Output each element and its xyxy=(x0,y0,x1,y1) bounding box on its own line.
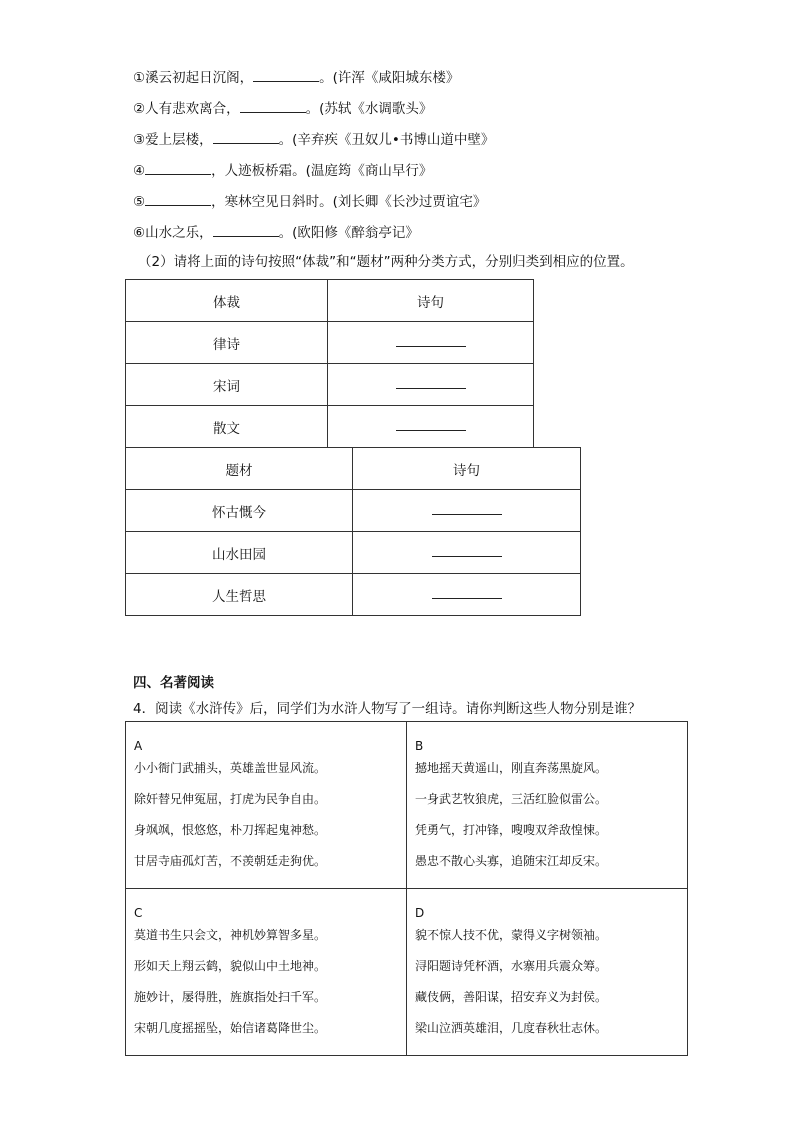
poem-line: 一身武艺牧狼虎，三活红脸似雷公。 xyxy=(415,792,608,806)
fill-line-source: 。(许浑《咸阳城东楼》 xyxy=(319,70,460,86)
fill-line-text: ⑤ xyxy=(133,194,146,210)
fill-line-5 xyxy=(133,191,486,211)
poem-cell-a xyxy=(126,722,407,889)
fill-line-text: ④ xyxy=(133,163,146,179)
question-text: 4．阅读《水浒传》后，同学们为水浒人物写了一组诗。请你判断这些人物分别是谁？ xyxy=(133,701,642,717)
poem-label: D xyxy=(415,906,425,920)
table-cell: 宋词 xyxy=(126,364,328,406)
table-header: 诗句 xyxy=(328,280,534,322)
answer-blank[interactable] xyxy=(432,546,502,557)
table-cell: 人生哲思 xyxy=(126,574,353,616)
fill-line-source: 。(苏轼《水调歌头》 xyxy=(305,101,433,117)
table-cell: 散文 xyxy=(126,406,328,448)
poem-cell-d xyxy=(407,889,688,1056)
answer-blank[interactable] xyxy=(396,420,466,431)
table-cell: 律诗 xyxy=(126,322,328,364)
answer-blank[interactable] xyxy=(396,336,466,347)
fill-line-text: ②人有悲欢离合， xyxy=(133,101,240,117)
theme-table xyxy=(125,447,581,616)
answer-blank[interactable] xyxy=(145,191,211,206)
fill-line-text: ③爱上层楼， xyxy=(133,132,213,148)
table-cell: 怀古慨今 xyxy=(126,490,353,532)
fill-line-text: ⑥山水之乐， xyxy=(133,225,213,241)
poem-line: 凭勇气，打冲锋，嗖嗖双斧敌惶悚。 xyxy=(415,823,608,837)
answer-cell[interactable] xyxy=(328,406,534,448)
fill-line-text: ①溪云初起日沉阁， xyxy=(133,70,254,86)
answer-blank[interactable] xyxy=(253,67,319,82)
answer-cell[interactable] xyxy=(353,532,581,574)
answer-cell[interactable] xyxy=(328,364,534,406)
answer-blank[interactable] xyxy=(145,160,211,175)
genre-table xyxy=(125,279,534,448)
table-header: 题材 xyxy=(126,448,353,490)
answer-blank[interactable] xyxy=(240,98,306,113)
fill-line-6 xyxy=(133,222,419,242)
poems-table xyxy=(125,721,688,1056)
table-cell: 山水田园 xyxy=(126,532,353,574)
poem-line: 小小衙门武捕头，英雄盖世显风流。 xyxy=(134,761,327,775)
answer-blank[interactable] xyxy=(213,129,279,144)
poem-line: 貌不惊人技不优，蒙得义字树领袖。 xyxy=(415,928,608,942)
instruction: （2）请将上面的诗句按照“体裁”和“题材”两种分类方式，分别归类到相应的位置。 xyxy=(138,254,634,270)
poem-line: 撼地摇天黄遥山，刚直奔荡黑旋风。 xyxy=(415,761,608,775)
poem-cell-c xyxy=(126,889,407,1056)
poem-line: 宋朝几度摇摇坠，始信诸葛降世尘。 xyxy=(134,1021,327,1035)
fill-line-source: 。(欧阳修《醉翁亭记》 xyxy=(278,225,419,241)
poem-line: 藏伎俩，善阳谋，招安弃义为封侯。 xyxy=(415,990,608,1004)
answer-blank[interactable] xyxy=(432,588,502,599)
poem-line: 梁山泣洒英雄泪，几度春秋壮志休。 xyxy=(415,1021,608,1035)
poem-line: 施妙计，屡得胜，旌旗指处扫千军。 xyxy=(134,990,327,1004)
poem-line: 莫道书生只会文，神机妙算智多星。 xyxy=(134,928,327,942)
poem-line: 身飒飒，恨悠悠，朴刀挥起鬼神愁。 xyxy=(134,823,327,837)
answer-blank[interactable] xyxy=(432,504,502,515)
answer-cell[interactable] xyxy=(353,574,581,616)
fill-line-2 xyxy=(133,98,432,118)
fill-line-source: 。(辛弃疾《丑奴儿•书博山道中壁》 xyxy=(278,132,495,148)
fill-line-4 xyxy=(133,160,432,180)
answer-cell[interactable] xyxy=(328,322,534,364)
poem-line: 甘居寺庙孤灯苦，不羡朝廷走狗优。 xyxy=(134,854,327,868)
poem-label: C xyxy=(134,906,143,920)
fill-line-source: ，人迹板桥霜。(温庭筠《商山早行》 xyxy=(211,163,433,179)
section-title: 四、名著阅读 xyxy=(133,675,214,691)
table-header: 体裁 xyxy=(126,280,328,322)
poem-line: 浔阳题诗凭杯酒，水寨用兵震众筹。 xyxy=(415,959,608,973)
poem-line: 形如天上翔云鹤，貌似山中土地神。 xyxy=(134,959,327,973)
poem-label: A xyxy=(134,739,143,753)
poem-line: 愚忠不散心头寡，追随宋江却反宋。 xyxy=(415,854,608,868)
table-header: 诗句 xyxy=(353,448,581,490)
fill-line-1 xyxy=(133,67,459,87)
poem-line: 除奸替兄伸冤屈，打虎为民争自由。 xyxy=(134,792,327,806)
fill-line-source: ，寒林空见日斜时。(刘长卿《长沙过贾谊宅》 xyxy=(211,194,487,210)
poem-cell-b xyxy=(407,722,688,889)
answer-blank[interactable] xyxy=(213,222,279,237)
fill-line-3 xyxy=(133,129,494,149)
answer-blank[interactable] xyxy=(396,378,466,389)
answer-cell[interactable] xyxy=(353,490,581,532)
poem-label: B xyxy=(415,739,424,753)
